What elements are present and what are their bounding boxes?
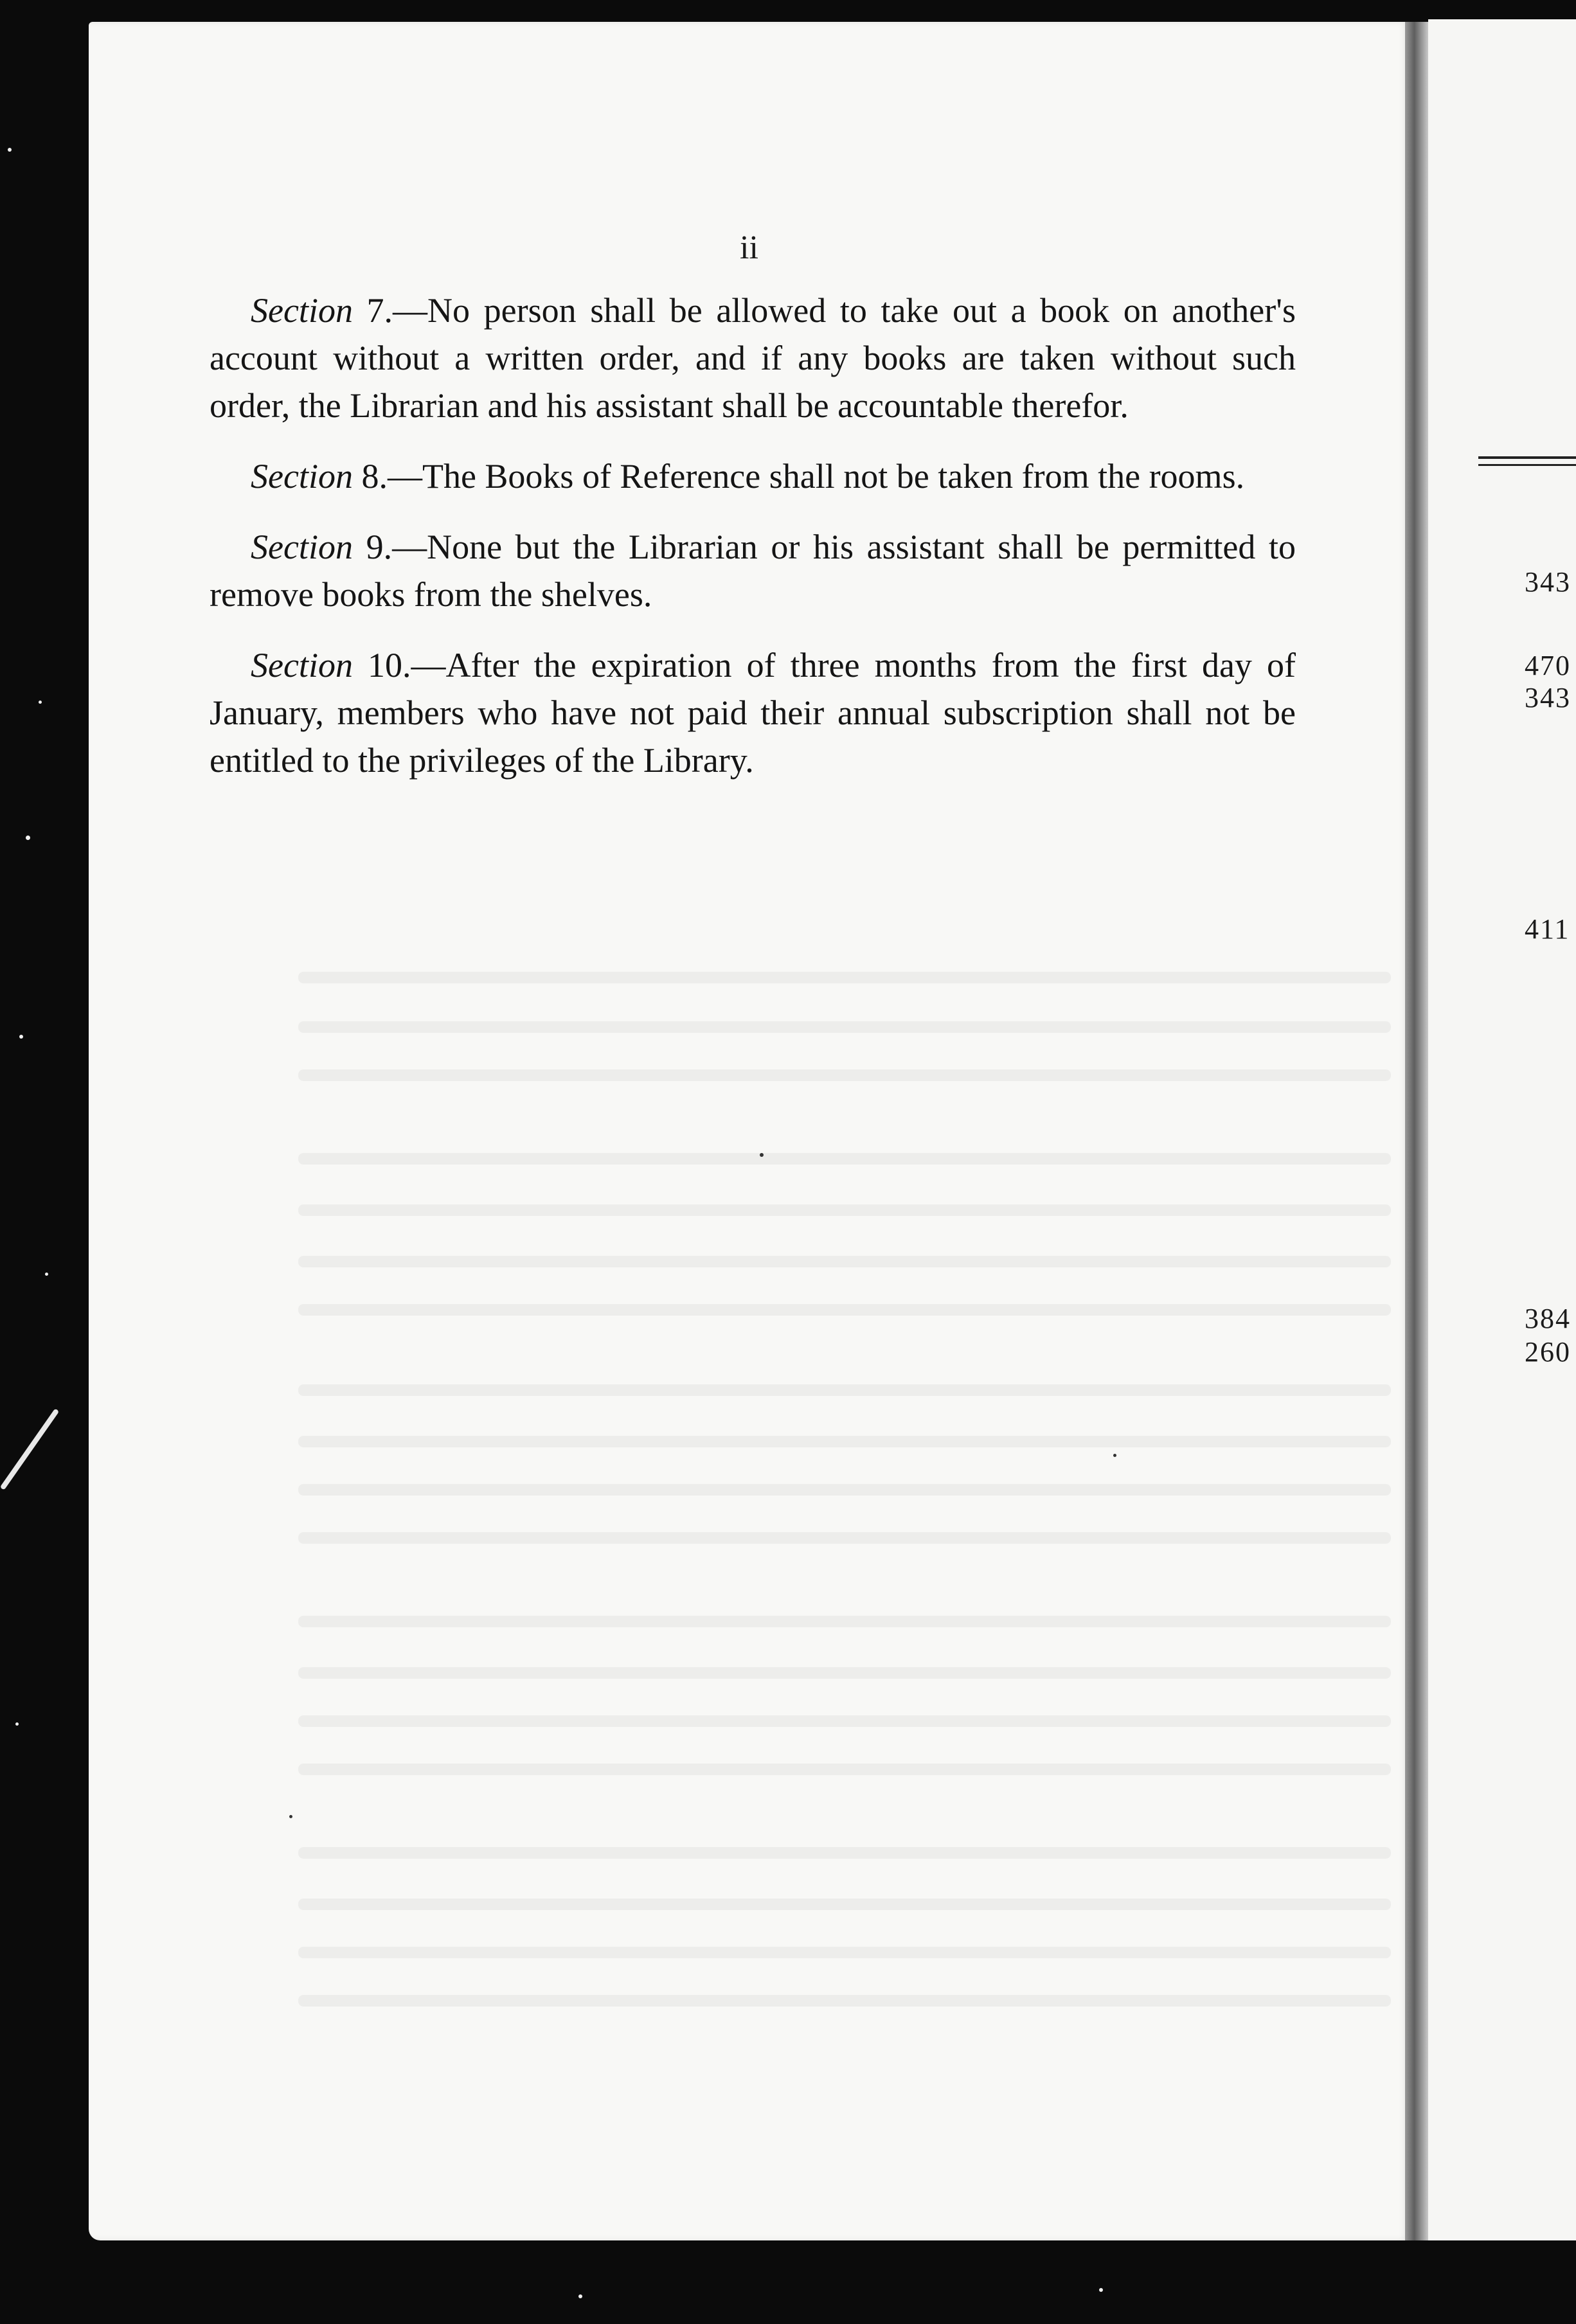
dust-speck <box>19 1035 23 1039</box>
edge-number: 384 <box>1525 1303 1571 1334</box>
show-through-line <box>298 1384 1391 1396</box>
section-label: Section <box>251 291 353 330</box>
section-8 <box>210 452 1296 500</box>
dust-speck <box>15 1722 19 1726</box>
show-through-line <box>298 1616 1391 1627</box>
section-label: Section <box>251 646 353 684</box>
dust-speck <box>1099 2288 1103 2292</box>
section-7 <box>210 287 1296 429</box>
show-through-line <box>298 1764 1391 1775</box>
dust-speck <box>578 2294 582 2298</box>
show-through-line <box>298 1532 1391 1544</box>
show-through-line <box>298 1256 1391 1267</box>
show-through-line <box>298 1847 1391 1859</box>
dust-speck <box>26 836 30 840</box>
show-through-line <box>298 1153 1391 1165</box>
show-through-line <box>298 1899 1391 1910</box>
edge-number: 343 <box>1525 682 1571 713</box>
show-through-line <box>298 1304 1391 1316</box>
section-text: 7.—No person shall be allowed to take out a book on another's account without a written order, and if any books are taken without such order, the Librarian and his assistant shall be accountable therefor. <box>210 291 1296 425</box>
right-page-edge <box>1428 19 1576 2240</box>
dust-speck <box>1113 1454 1116 1457</box>
section-text: 8.—The Books of Reference shall not be taken from the rooms. <box>352 457 1245 496</box>
section-10 <box>210 641 1296 784</box>
show-through-line <box>298 1204 1391 1216</box>
section-9 <box>210 523 1296 618</box>
edge-number: 470 <box>1525 650 1571 681</box>
show-through-line <box>298 1436 1391 1447</box>
book-gutter <box>1405 22 1428 2240</box>
show-through-line <box>298 972 1391 983</box>
show-through-line <box>298 1995 1391 2007</box>
edge-number: 260 <box>1525 1336 1571 1368</box>
edge-number: 411 <box>1525 913 1570 945</box>
dust-speck <box>8 148 12 152</box>
dust-speck <box>45 1273 48 1276</box>
scratch-mark <box>0 1408 59 1490</box>
edge-number: 343 <box>1525 566 1571 598</box>
section-label: Section <box>251 528 353 566</box>
section-label: Section <box>251 457 353 496</box>
show-through-line <box>298 1667 1391 1679</box>
show-through-line <box>298 1484 1391 1496</box>
rules-text <box>210 287 1296 807</box>
section-text: 9.—None but the Librarian or his assistant shall be permitted to remove books from the shelves. <box>210 528 1296 614</box>
show-through-line <box>298 1021 1391 1033</box>
dust-speck <box>289 1815 292 1818</box>
show-through-line <box>298 1715 1391 1727</box>
double-rule <box>1478 456 1576 466</box>
dust-speck <box>39 701 42 704</box>
section-text: 10.—After the expiration of three months from the first day of January, members who have not paid their annual subscription shall not be entitled to the privileges of the Library. <box>210 646 1296 780</box>
show-through-line <box>298 1069 1391 1081</box>
page-number: ii <box>740 229 758 266</box>
show-through-line <box>298 1947 1391 1958</box>
dust-speck <box>760 1153 764 1157</box>
